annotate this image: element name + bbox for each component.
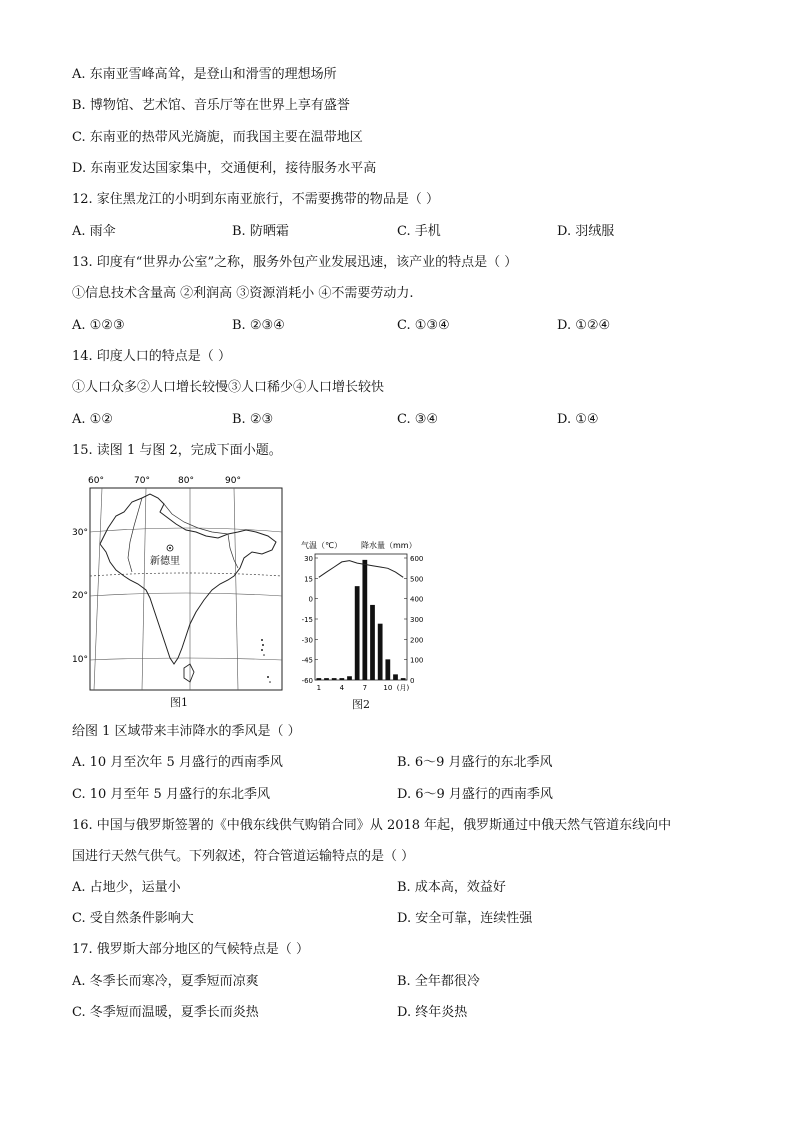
temp-tick-label: 30: [304, 555, 313, 563]
lon-label-90: 90°: [225, 476, 241, 486]
lat-label-30: 30°: [72, 528, 88, 538]
q13-option-d: D. ①②④: [557, 318, 611, 333]
q17-stem: 17. 俄罗斯大部分地区的气候特点是（ ）: [72, 942, 309, 957]
precip-bar: [362, 560, 367, 680]
precip-tick-label: 500: [410, 575, 424, 584]
new-delhi-label: 新德里: [150, 556, 180, 567]
q14-option-d: D. ①④: [557, 412, 599, 427]
map-frame: [90, 488, 282, 690]
temp-tick-label: 15: [304, 575, 313, 584]
islands: [261, 639, 271, 683]
lon-label-70: 70°: [134, 476, 150, 486]
figure-2-caption: 图2: [352, 698, 370, 711]
q15-question: 给图 1 区域带来丰沛降水的季风是（ ）: [72, 724, 301, 739]
graticule: [90, 488, 282, 690]
q13-items: ①信息技术含量高 ②利润高 ③资源消耗小 ④不需要劳动力.: [72, 286, 414, 301]
precip-bar: [385, 659, 390, 680]
q15-option-d: D. 6～9 月盛行的西南季风: [397, 787, 553, 802]
precip-bar: [401, 678, 406, 680]
q16-option-d: D. 安全可靠，连续性强: [397, 911, 533, 926]
q15-option-a: A. 10 月至次年 5 月盛行的西南季风: [72, 755, 283, 770]
india-outline: [100, 494, 276, 664]
q14-option-c: C. ③④: [397, 412, 439, 427]
himalaya-border: [164, 504, 228, 534]
precip-bar: [332, 678, 337, 680]
q15-option-c: C. 10 月至年 5 月盛行的东北季风: [72, 787, 270, 802]
precip-bar: [393, 674, 398, 680]
q11-option-b: B. 博物馆、艺术馆、音乐厅等在世界上享有盛誉: [72, 98, 350, 113]
month-tick-label: 7: [362, 684, 368, 692]
q14-option-a: A. ①②: [72, 412, 113, 427]
precip-bar: [355, 586, 360, 680]
q12-stem: 12. 家住黑龙江的小明到东南亚旅行，不需要携带的物品是（ ）: [72, 192, 439, 207]
q14-stem: 14. 印度人口的特点是（ ）: [72, 349, 231, 364]
precip-tick-label: 100: [410, 656, 424, 665]
q17-option-a: A. 冬季长而寒冷，夏季短而凉爽: [72, 974, 259, 989]
q13-option-a: A. ①②③: [72, 318, 125, 333]
temp-tick-label: -60: [301, 677, 313, 685]
figure-1-caption: 图1: [170, 696, 188, 709]
q13-option-b: B. ②③④: [232, 318, 285, 333]
q14-option-b: B. ②③: [232, 412, 274, 427]
country-border: [128, 498, 142, 572]
q12-option-d: D. 羽绒服: [557, 224, 615, 239]
q15-option-b: B. 6～9 月盛行的东北季风: [397, 755, 553, 770]
precip-tick-label: 0: [410, 677, 415, 685]
precip-tick-label: 400: [410, 595, 424, 604]
india-map-svg: [72, 472, 287, 694]
q17-option-c: C. 冬季短而温暖，夏季长而炎热: [72, 1005, 259, 1020]
q13-stem: 13. 印度有“世界办公室”之称，服务外包产业发展迅速，该产业的特点是（ ）: [72, 255, 518, 270]
q14-items: ①人口众多②人口增长较慢③人口稀少④人口增长较快: [72, 380, 385, 395]
precip-tick-label: 600: [410, 555, 424, 563]
month-tick-label: (月): [396, 684, 410, 692]
temperature-line: [319, 561, 403, 578]
q17-option-b: B. 全年都很冷: [397, 974, 480, 989]
east-border: [228, 534, 238, 568]
q16-stem-line2: 国进行天然气供气。下列叙述，符合管道运输特点的是（ ）: [72, 849, 415, 864]
q13-option-c: C. ①③④: [397, 318, 450, 333]
temp-tick-label: -15: [301, 616, 313, 624]
month-tick-label: 4: [339, 684, 345, 692]
temp-tick-label: 0: [308, 595, 313, 604]
q17-option-d: D. 终年炎热: [397, 1005, 468, 1020]
q12-option-a: A. 雨伞: [72, 224, 116, 239]
figure-1-map: [72, 472, 287, 709]
lat-label-10: 10°: [72, 655, 88, 665]
q11-option-c: C. 东南亚的热带风光旖旎，而我国主要在温带地区: [72, 130, 363, 145]
figure-2-chart: [295, 538, 440, 710]
precip-bar: [378, 624, 383, 680]
temp-tick-label: -30: [301, 636, 313, 645]
q12-option-c: C. 手机: [397, 224, 441, 239]
temp-tick-label: -45: [301, 656, 313, 665]
q16-option-a: A. 占地少，运量小: [72, 880, 181, 895]
precip-bar: [316, 678, 321, 680]
q16-option-c: C. 受自然条件影响大: [72, 911, 194, 926]
q11-option-a: A. 东南亚雪峰高耸，是登山和滑雪的理想场所: [72, 67, 337, 82]
q15-stem: 15. 读图 1 与图 2，完成下面小题。: [72, 443, 282, 458]
precip-bar: [347, 676, 352, 680]
lat-label-20: 20°: [72, 591, 88, 601]
month-tick-label: 10: [383, 684, 393, 692]
precip-bar: [324, 678, 329, 680]
q11-option-d: D. 东南亚发达国家集中，交通便利，接待服务水平高: [72, 161, 377, 176]
precip-bar: [370, 605, 375, 680]
precip-tick-label: 200: [410, 636, 424, 645]
q12-option-b: B. 防晒霜: [232, 224, 289, 239]
precip-tick-label: 300: [410, 616, 424, 624]
right-axis-title: 降水量（mm）: [361, 541, 417, 550]
chart-frame: [315, 554, 407, 680]
climate-chart-svg: [295, 538, 440, 698]
q16-stem-line1: 16. 中国与俄罗斯签署的《中俄东线供气购销合同》从 2018 年起，俄罗斯通过中俄天然气管道东线向中: [72, 818, 672, 833]
sri-lanka: [184, 664, 194, 682]
precip-bar: [339, 678, 344, 680]
left-axis-title: 气温（℃）: [301, 541, 342, 550]
q16-option-b: B. 成本高，效益好: [397, 880, 506, 895]
tropic-of-cancer: [90, 573, 282, 576]
lon-label-60: 60°: [88, 476, 104, 486]
month-tick-label: 1: [316, 684, 322, 692]
lon-label-80: 80°: [178, 476, 194, 486]
